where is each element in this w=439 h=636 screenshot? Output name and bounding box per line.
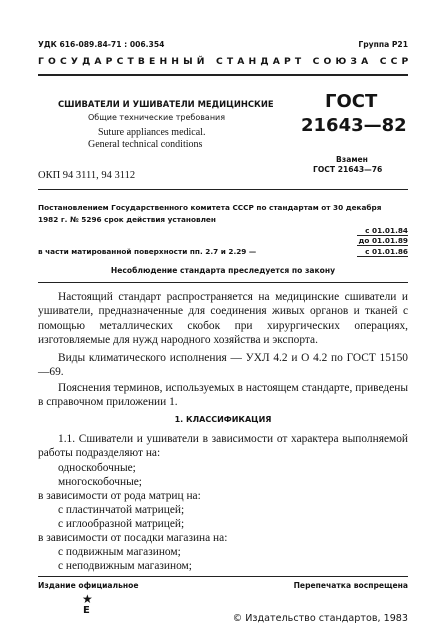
reprint-prohibited-label: Перепечатка воспрещена xyxy=(293,581,408,590)
decree-line-1: Постановлением Государственного комитета СССР по стандартам от 30 декабря xyxy=(38,203,382,212)
intro-paragraph-3: Пояснения терминов, используемых в настоящем стандарте, приведены в справочном приложении 1. xyxy=(38,382,408,409)
decree-line-2: 1982 г. № 5296 срок действия установлен xyxy=(38,215,216,224)
okp-code: ОКП 94 3111, 94 3112 xyxy=(38,170,136,181)
section-1-1-paragraph: 1.1. Сшиватели и ушиватели в зависимости от характера выполняемой работы подразделяют на: xyxy=(38,433,408,460)
official-edition-label: Издание официальное xyxy=(38,581,139,590)
banner-rule xyxy=(38,74,408,76)
effective-from: с 01.01.84 xyxy=(365,226,408,235)
list-item: в зависимости от посадки магазина на: xyxy=(38,532,228,544)
list-item: в зависимости от рода матриц на: xyxy=(38,490,201,502)
decree-rule xyxy=(38,282,408,283)
copyright-notice: © Издательство стандартов, 1983 xyxy=(232,613,408,624)
list-item: односкобочные; xyxy=(58,462,136,474)
standard-banner: ГОСУДАРСТВЕННЫЙ СТАНДАРТ СОЮЗА ССР xyxy=(38,56,413,67)
matte-surface-underline xyxy=(357,256,408,257)
list-item: с неподвижным магазином; xyxy=(58,560,192,572)
edition-letter: Е xyxy=(83,605,90,616)
star-icon: ★ xyxy=(82,592,93,606)
english-title-line-2: General technical conditions xyxy=(88,139,203,150)
prosecution-notice: Несоблюдение стандарта преследуется по закону xyxy=(110,266,336,275)
intro-paragraph-1: Настоящий стандарт распространяется на медицинские сшиватели и ушиватели, предназначенные для соединения живых органов и тканей с помощью металлических скобок при хирургических операциях, изготовляемые для нужд народного хозяйства и экспорта. xyxy=(38,291,408,346)
group-code: Группа Р21 xyxy=(358,40,408,49)
standard-subtitle: Общие технические требования xyxy=(88,113,226,122)
section-heading: 1. КЛАССИФИКАЦИЯ xyxy=(174,415,272,424)
list-item: с пластинчатой матрицей; xyxy=(58,504,185,516)
standard-title: СШИВАТЕЛИ И УШИВАТЕЛИ МЕДИЦИНСКИЕ xyxy=(58,99,274,109)
list-item: с иглообразной матрицей; xyxy=(58,518,185,530)
intro-paragraph-2: Виды климатического исполнения — УХЛ 4.2 и О 4.2 по ГОСТ 15150—69. xyxy=(38,352,408,379)
gost-number: 21643—82 xyxy=(301,115,407,136)
title-rule xyxy=(38,189,408,190)
effective-to-underline xyxy=(357,245,408,246)
matte-surface-from: с 01.01.86 xyxy=(365,247,408,256)
list-item: многоскобочные; xyxy=(58,476,142,488)
english-title-line-1: Suture appliances medical. xyxy=(98,127,206,138)
footer-rule xyxy=(38,576,408,577)
effective-to: до 01.01.89 xyxy=(358,236,408,245)
gost-label: ГОСТ xyxy=(325,91,378,112)
matte-surface-clause: в части матированной поверхности пп. 2.7 и 2.29 — xyxy=(38,247,257,256)
udk-code: УДК 616-089.84-71 : 006.354 xyxy=(38,40,165,49)
list-item: с подвижным магазином; xyxy=(58,546,181,558)
replaces-label: Взамен xyxy=(336,155,368,164)
replaces-value: ГОСТ 21643—76 xyxy=(313,165,383,174)
